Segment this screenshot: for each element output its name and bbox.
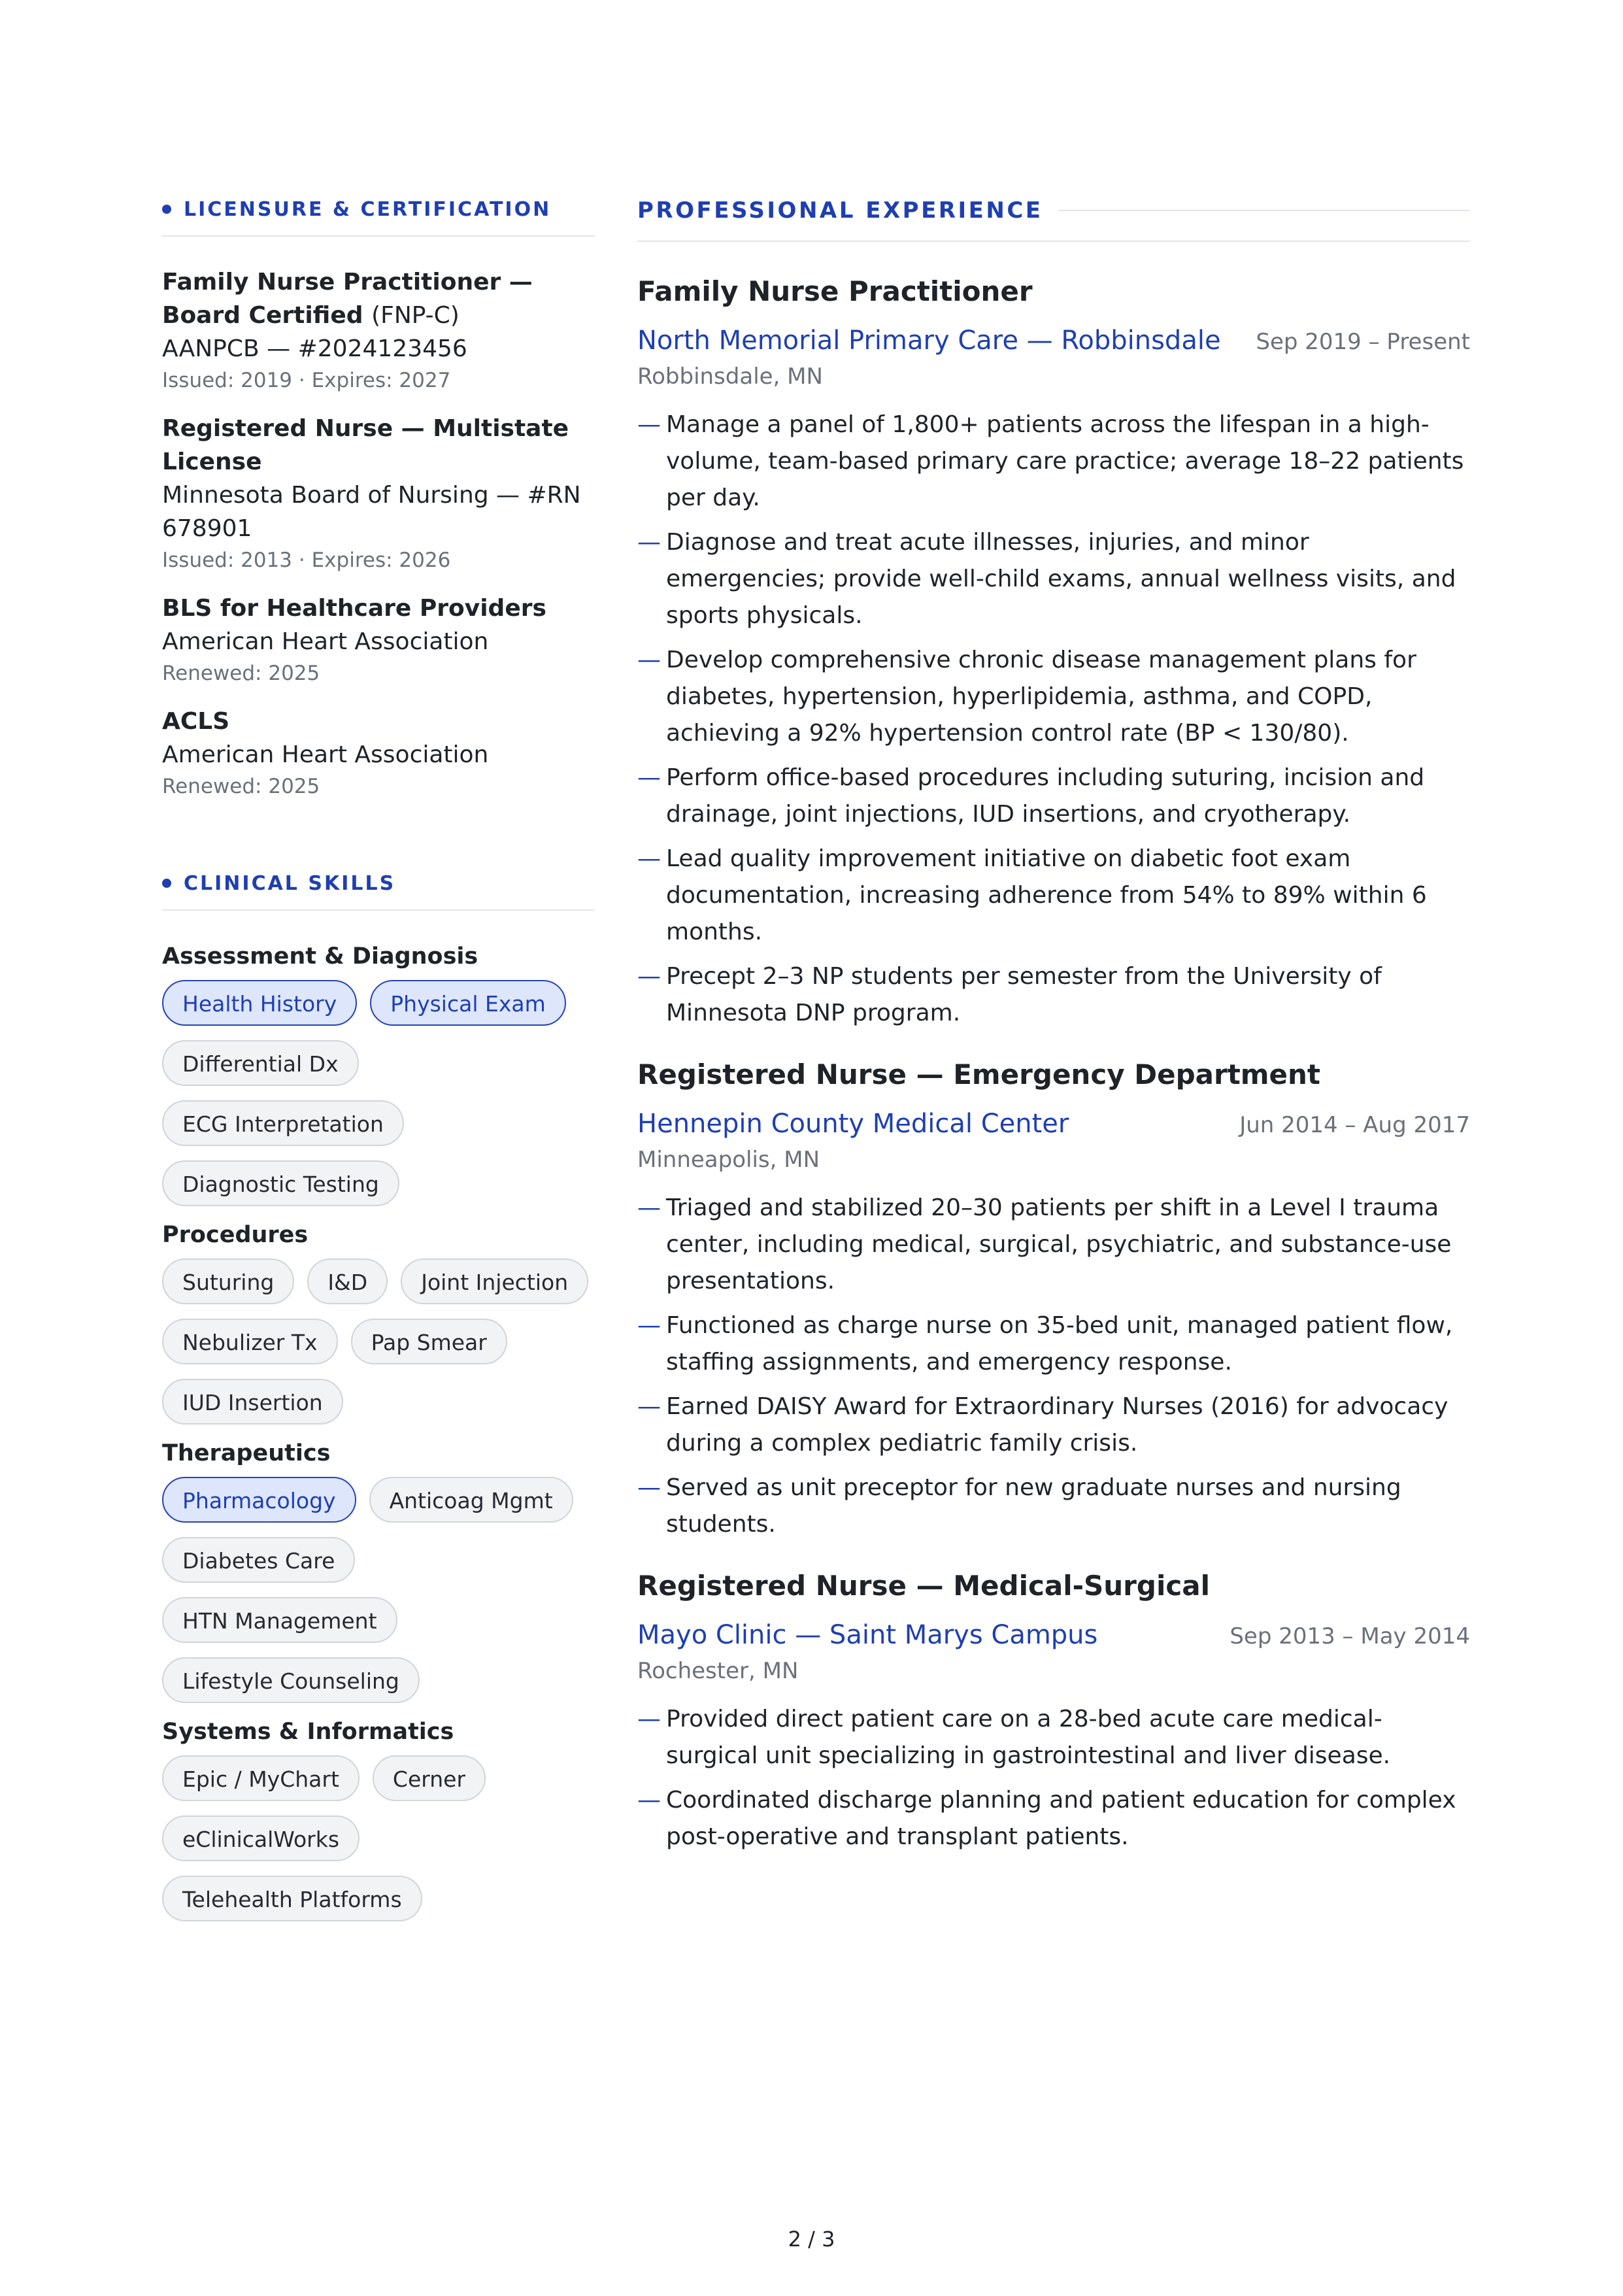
skill-chip: Epic / MyChart <box>162 1755 360 1801</box>
skill-chip-list <box>162 1258 595 1425</box>
skill-chip: Health History <box>162 980 357 1026</box>
bullet-dot-icon <box>162 879 171 888</box>
certification-item <box>162 705 595 802</box>
certification-name: Family Nurse Practitioner — Board Certified (FNP-C) <box>162 269 533 329</box>
job-entry <box>637 1055 1470 1543</box>
dash-bullet-icon: — <box>637 411 661 438</box>
skill-chip: Joint Injection <box>401 1258 588 1304</box>
list-item: — Coordinated discharge planning and patient education for complex post-operative and transplant patients. <box>637 1782 1470 1855</box>
skill-category: Assessment & Diagnosis <box>162 943 478 970</box>
certification-dates: Issued: 2013 · Expires: 2026 <box>162 549 451 572</box>
employer-name: North Memorial Primary Care — Robbinsdale <box>637 326 1221 356</box>
skill-chip: Pap Smear <box>351 1319 507 1364</box>
job-title: Registered Nurse — Emergency Department <box>637 1058 1320 1090</box>
experience-section <box>637 194 1470 1855</box>
dash-bullet-icon: — <box>637 647 661 673</box>
dash-bullet-icon: — <box>637 845 661 872</box>
skill-chip: Cerner <box>373 1755 486 1801</box>
job-location: Robbinsdale, MN <box>637 363 823 390</box>
certification-item <box>162 265 595 396</box>
certification-name: ACLS <box>162 708 230 735</box>
certification-dates: Renewed: 2025 <box>162 662 320 685</box>
job-entry <box>637 272 1470 1032</box>
skill-chip: Suturing <box>162 1258 294 1304</box>
skill-chip: Differential Dx <box>162 1040 359 1086</box>
dash-bullet-icon: — <box>637 764 661 791</box>
skill-chip: Anticoag Mgmt <box>369 1477 573 1523</box>
skill-chip: eClinicalWorks <box>162 1815 360 1861</box>
list-item: — Triaged and stabilized 20–30 patients per shift in a Level I trauma center, including medical, surgical, psychiatric, and substance-use presentations. <box>637 1190 1470 1300</box>
list-item: — Develop comprehensive chronic disease management plans for diabetes, hypertension, hyperlipidemia, asthma, and COPD, achieving a 92% hypertension control rate (BP < 130/80). <box>637 642 1470 752</box>
skill-chip-list <box>162 1755 595 1921</box>
licensure-heading: LICENSURE & CERTIFICATION <box>162 194 595 225</box>
skill-category: Therapeutics <box>162 1440 331 1466</box>
job-location: Minneapolis, MN <box>637 1147 820 1173</box>
skill-chip: Pharmacology <box>162 1477 356 1523</box>
certification-name: Registered Nurse — Multistate License <box>162 415 569 475</box>
certification-dates: Issued: 2019 · Expires: 2027 <box>162 369 451 392</box>
dash-bullet-icon: — <box>637 1194 661 1221</box>
dash-bullet-icon: — <box>637 1474 661 1501</box>
skill-chip: Nebulizer Tx <box>162 1319 338 1364</box>
job-bullet-list <box>637 1190 1470 1543</box>
list-item: — Served as unit preceptor for new graduate nurses and nursing students. <box>637 1470 1470 1543</box>
certification-issuer: American Heart Association <box>162 628 489 655</box>
certification-item <box>162 412 595 576</box>
certification-name: BLS for Healthcare Providers <box>162 595 546 622</box>
bullet-dot-icon <box>162 205 171 214</box>
job-dates: Sep 2019 – Present <box>1256 329 1470 355</box>
experience-heading: PROFESSIONAL EXPERIENCE <box>637 194 1470 228</box>
employer-name: Hennepin County Medical Center <box>637 1109 1069 1139</box>
skill-chip-list <box>162 980 595 1206</box>
skill-chip: ECG Interpretation <box>162 1100 404 1146</box>
job-title: Family Nurse Practitioner <box>637 275 1033 307</box>
skill-chip: Diagnostic Testing <box>162 1160 399 1206</box>
skill-chip-list <box>162 1477 595 1703</box>
job-entry <box>637 1566 1470 1855</box>
list-item: — Earned DAISY Award for Extraordinary Nurses (2016) for advocacy during a complex pediatric family crisis. <box>637 1389 1470 1462</box>
page-indicator: 2 / 3 <box>788 2227 835 2252</box>
skill-chip: Lifestyle Counseling <box>162 1657 420 1703</box>
list-item: — Diagnose and treat acute illnesses, injuries, and minor emergencies; provide well-child exams, annual wellness visits, and sports physicals. <box>637 524 1470 634</box>
job-bullet-list <box>637 407 1470 1032</box>
dash-bullet-icon: — <box>637 1312 661 1339</box>
skill-category: Systems & Informatics <box>162 1719 454 1745</box>
sidebar <box>162 194 595 1921</box>
clinical-skills-heading: CLINICAL SKILLS <box>162 868 595 899</box>
job-location: Rochester, MN <box>637 1658 799 1684</box>
employer-name: Mayo Clinic — Saint Marys Campus <box>637 1620 1098 1650</box>
heading-rule <box>1059 210 1471 211</box>
job-dates: Sep 2013 – May 2014 <box>1230 1623 1470 1649</box>
certification-dates: Renewed: 2025 <box>162 775 320 798</box>
skill-chip: I&D <box>307 1258 388 1304</box>
list-item: — Lead quality improvement initiative on diabetic foot exam documentation, increasing adherence from 54% to 89% within 6 months. <box>637 841 1470 951</box>
dash-bullet-icon: — <box>637 1787 661 1814</box>
skill-category: Procedures <box>162 1222 309 1248</box>
job-title: Registered Nurse — Medical-Surgical <box>637 1570 1210 1602</box>
skill-chip: IUD Insertion <box>162 1379 343 1425</box>
job-bullet-list <box>637 1701 1470 1855</box>
certification-issuer: Minnesota Board of Nursing — #RN 678901 <box>162 482 581 542</box>
dash-bullet-icon: — <box>637 963 661 990</box>
skill-chip: Physical Exam <box>370 980 565 1026</box>
certification-issuer: AANPCB — #2024123456 <box>162 335 467 362</box>
job-dates: Jun 2014 – Aug 2017 <box>1239 1112 1470 1138</box>
certification-item <box>162 592 595 689</box>
skill-chip: Telehealth Platforms <box>162 1876 422 1921</box>
skill-chip: HTN Management <box>162 1597 397 1643</box>
list-item: — Perform office-based procedures including suturing, incision and drainage, joint injections, IUD insertions, and cryotherapy. <box>637 760 1470 833</box>
skill-chip: Diabetes Care <box>162 1537 355 1583</box>
list-item: — Functioned as charge nurse on 35-bed unit, managed patient flow, staffing assignments, and emergency response. <box>637 1308 1470 1381</box>
dash-bullet-icon: — <box>637 1706 661 1732</box>
list-item: — Precept 2–3 NP students per semester from the University of Minnesota DNP program. <box>637 958 1470 1032</box>
list-item: — Manage a panel of 1,800+ patients across the lifespan in a high-volume, team-based primary care practice; average 18–22 patients per day. <box>637 407 1470 516</box>
dash-bullet-icon: — <box>637 1393 661 1420</box>
dash-bullet-icon: — <box>637 529 661 556</box>
certification-issuer: American Heart Association <box>162 741 489 768</box>
list-item: — Provided direct patient care on a 28-bed acute care medical-surgical unit specializing in gastrointestinal and liver disease. <box>637 1701 1470 1774</box>
